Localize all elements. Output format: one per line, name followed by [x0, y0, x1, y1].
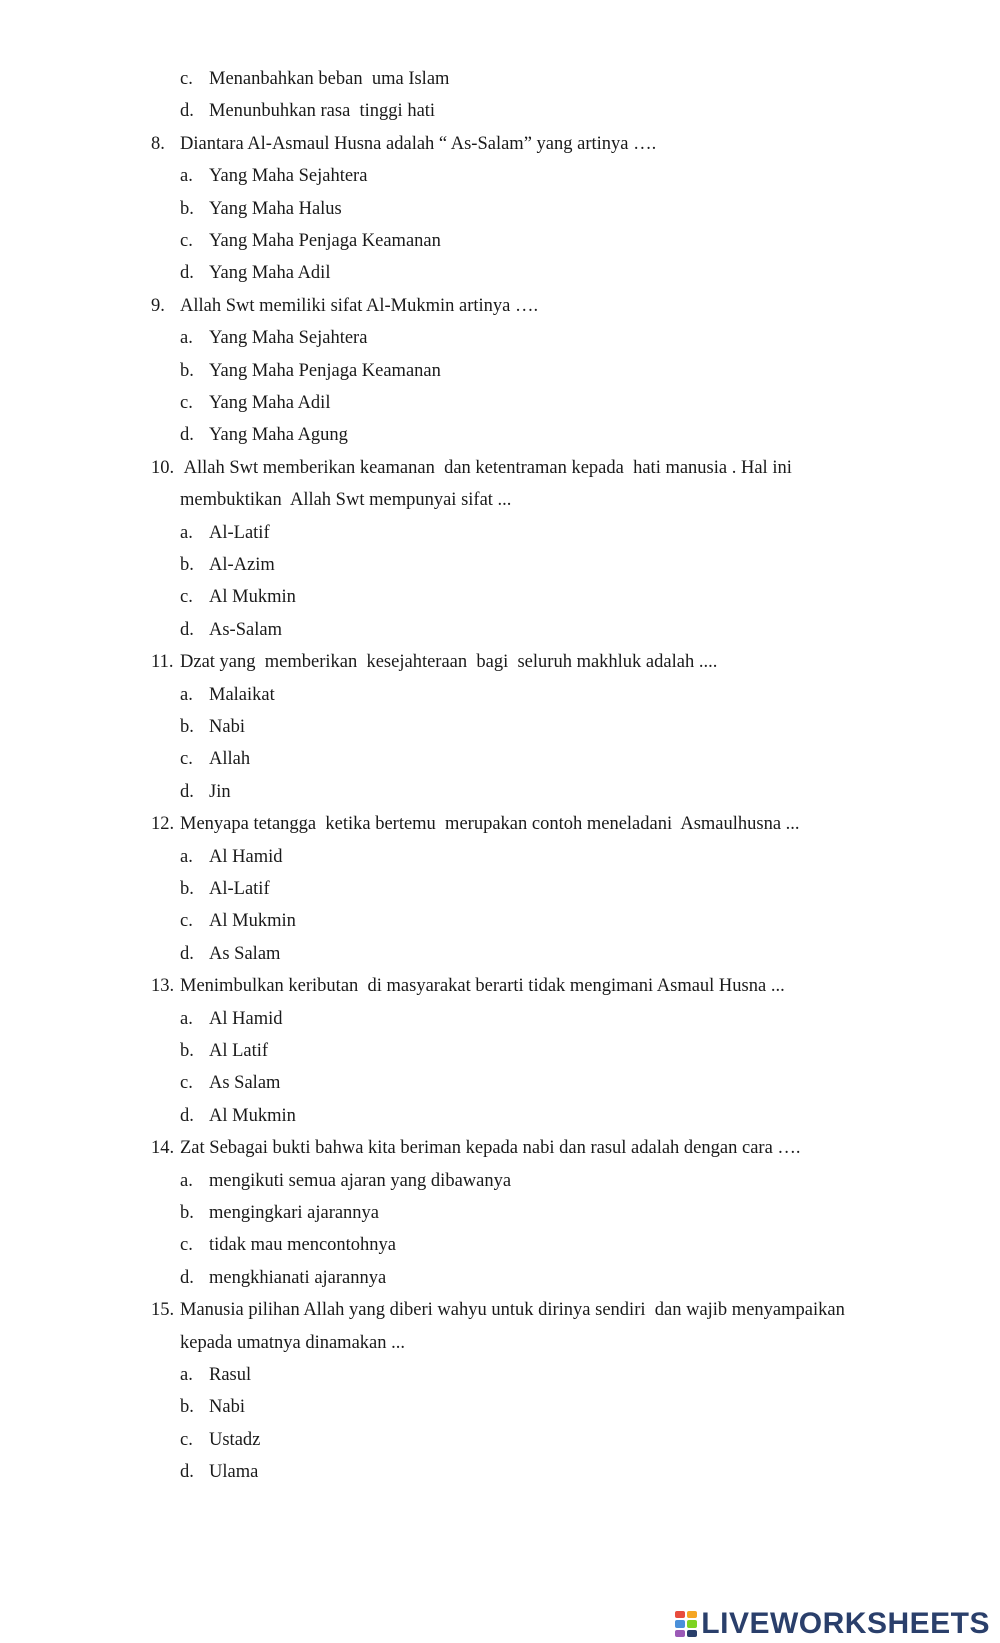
- option-text: mengikuti semua ajaran yang dibawanya: [209, 1170, 512, 1191]
- option-text: Al Mukmin: [209, 911, 296, 932]
- option-text: Yang Maha Sejahtera: [209, 328, 368, 349]
- option-text: Al Hamid: [209, 1008, 283, 1029]
- option-text: Rasul: [209, 1365, 252, 1385]
- option-letter: c.: [180, 231, 193, 251]
- question-text: Menimbulkan keributan di masyarakat berarti tidak mengimani Asmaul Husna ...: [180, 976, 785, 997]
- question-text: membuktikan Allah Swt mempunyai sifat ...: [180, 490, 512, 511]
- option-text: Yang Maha Penjaga Keamanan: [209, 231, 441, 251]
- option-letter: d.: [180, 425, 194, 446]
- option-text: mengingkari ajarannya: [209, 1203, 380, 1223]
- question-text: Menyapa tetangga ketika bertemu merupakan contoh meneladani Asmaulhusna ...: [180, 814, 800, 835]
- option-letter: d.: [180, 263, 194, 284]
- question-text: kepada umatnya dinamakan ...: [180, 1332, 405, 1353]
- question-text: Allah Swt memiliki sifat Al-Mukmin artinya ….: [180, 295, 539, 316]
- question-number: 11.: [151, 652, 174, 673]
- option-letter: d.: [180, 1267, 194, 1288]
- option-text: Al-Latif: [209, 879, 270, 899]
- question-text: Zat Sebagai bukti bahwa kita beriman kepada nabi dan rasul adalah dengan cara ….: [180, 1138, 801, 1159]
- question-number: 12.: [151, 814, 175, 835]
- option-letter: d.: [180, 943, 194, 964]
- option-text: As Salam: [209, 943, 281, 964]
- option-letter: c.: [180, 393, 193, 413]
- option-letter: c.: [180, 1235, 193, 1256]
- option-text: Yang Maha Penjaga Keamanan: [209, 360, 441, 381]
- question-text: Manusia pilihan Allah yang diberi wahyu untuk dirinya sendiri dan wajib menyampaikan: [180, 1300, 845, 1321]
- option-letter: b.: [180, 1203, 194, 1223]
- option-letter: a.: [180, 1008, 193, 1029]
- option-text: tidak mau mencontohnya: [209, 1235, 397, 1256]
- option-text: Malaikat: [209, 684, 275, 705]
- option-letter: c.: [180, 749, 193, 770]
- option-text: Nabi: [209, 1397, 245, 1418]
- option-text: Al Mukmin: [209, 1105, 296, 1126]
- liveworksheets-logo: [675, 1609, 990, 1639]
- option-text: Yang Maha Halus: [209, 198, 342, 219]
- option-letter: a.: [180, 1170, 193, 1191]
- option-letter: b.: [180, 879, 194, 899]
- option-text: Al Hamid: [209, 846, 283, 867]
- option-letter: a.: [180, 1365, 193, 1385]
- question-text: Allah Swt memberikan keamanan dan ketentraman kepada hati manusia . Hal ini: [180, 457, 792, 478]
- option-text: Yang Maha Agung: [209, 425, 348, 446]
- option-letter: c.: [180, 1429, 193, 1450]
- question-number: 10.: [151, 457, 175, 478]
- option-letter: a.: [180, 846, 193, 867]
- option-text: Yang Maha Adil: [209, 393, 331, 413]
- option-text: Jin: [209, 781, 231, 802]
- option-text: Ulama: [209, 1462, 259, 1483]
- option-text: mengkhianati ajarannya: [209, 1267, 387, 1288]
- question-number: 13.: [151, 976, 175, 997]
- question-number: 15.: [151, 1300, 175, 1321]
- option-letter: a.: [180, 328, 193, 349]
- liveworksheets-brand: LIVEWORKSHEETS: [701, 1607, 990, 1640]
- option-text: Al Mukmin: [209, 587, 296, 608]
- option-letter: c.: [180, 69, 193, 89]
- option-text: Allah: [209, 749, 251, 770]
- option-letter: d.: [180, 101, 194, 122]
- option-letter: b.: [180, 717, 194, 737]
- question-number: 8.: [151, 133, 165, 154]
- question-text: Diantara Al-Asmaul Husna adalah “ As-Salam” yang artinya ….: [180, 133, 657, 154]
- option-text: Yang Maha Sejahtera: [209, 166, 368, 187]
- option-letter: a.: [180, 166, 193, 187]
- option-letter: d.: [180, 781, 194, 802]
- option-letter: d.: [180, 619, 194, 640]
- option-letter: b.: [180, 1041, 194, 1061]
- option-text: Al Latif: [209, 1041, 269, 1061]
- question-number: 9.: [151, 295, 165, 316]
- question-text: Dzat yang memberikan kesejahteraan bagi seluruh makhluk adalah ....: [180, 652, 718, 673]
- option-text: Menanbahkan beban uma Islam: [209, 69, 450, 89]
- option-text: Ustadz: [209, 1429, 261, 1450]
- option-text: Menunbuhkan rasa tinggi hati: [209, 101, 436, 122]
- option-text: As Salam: [209, 1073, 281, 1094]
- option-letter: b.: [180, 198, 194, 219]
- option-text: Al-Azim: [209, 555, 275, 575]
- option-letter: b.: [180, 360, 194, 381]
- option-letter: c.: [180, 587, 193, 608]
- option-letter: d.: [180, 1105, 194, 1126]
- option-letter: d.: [180, 1462, 194, 1483]
- option-text: Yang Maha Adil: [209, 263, 331, 284]
- option-letter: c.: [180, 1073, 193, 1094]
- option-text: As-Salam: [209, 619, 282, 640]
- option-letter: b.: [180, 555, 194, 575]
- option-text: Al-Latif: [209, 522, 270, 543]
- question-number: 14.: [151, 1138, 175, 1159]
- option-letter: a.: [180, 522, 193, 543]
- option-text: Nabi: [209, 717, 245, 737]
- option-letter: c.: [180, 911, 193, 932]
- option-letter: b.: [180, 1397, 194, 1418]
- liveworksheets-logo-icon: [675, 1611, 697, 1637]
- option-letter: a.: [180, 684, 193, 705]
